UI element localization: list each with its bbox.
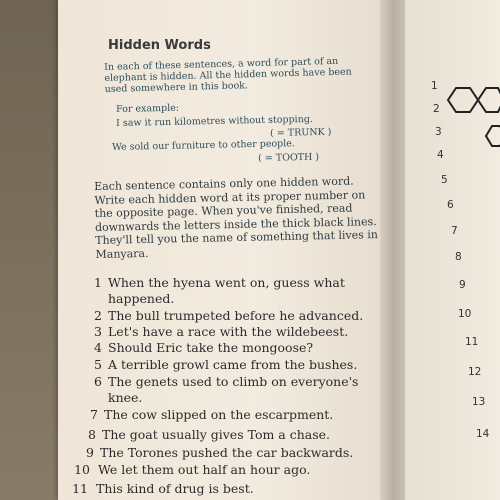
item-number: 6 [94, 374, 102, 389]
answer-number: 14 [476, 428, 490, 440]
item-number: 3 [94, 324, 102, 339]
answer-number: 7 [451, 225, 458, 237]
answer-number: 13 [472, 396, 486, 408]
answer-number: 9 [459, 279, 466, 291]
intro-paragraph: In each of these sentences, a word for part of an elephant is hidden. All the hidden words have been used somewhere in this book. [104, 55, 352, 95]
answer-number: 3 [435, 126, 442, 138]
hexagon-cell [478, 88, 500, 112]
item-number: 7 [90, 407, 98, 422]
answer-number: 1 [431, 80, 438, 92]
answer-number: 8 [455, 251, 462, 263]
item-number: 8 [88, 427, 96, 442]
instructions-paragraph: Each sentence contains only one hidden word. Write each hidden word at its proper number on the opposite page. When you've finished, read downwards the letters inside the thick black lines. They'll tell you the name of something that lives in Manyara. [94, 174, 379, 261]
example-heading: For example: [116, 102, 180, 115]
item-text: When the hyena went on, guess what [108, 275, 345, 290]
hexagon-grid-fragment [440, 70, 500, 170]
item-number: 1 [94, 275, 102, 290]
item-number: 5 [94, 357, 102, 372]
item-number: 11 [72, 481, 88, 496]
page-title: Hidden Words [108, 38, 211, 53]
item-text: A terrible growl came from the bushes. [108, 357, 358, 372]
example-answer-1: ( = TRUNK ) [270, 126, 332, 139]
example-sentence-1: I saw it run kilometres without stopping. [116, 113, 313, 129]
item-number: 2 [94, 308, 102, 323]
answer-number: 2 [433, 103, 440, 115]
answer-number: 6 [447, 199, 454, 211]
item-text: Let's have a race with the wildebeest. [108, 324, 349, 339]
item-text-continued: knee. [108, 390, 143, 405]
answer-number: 10 [458, 308, 472, 320]
hexagon-cell [448, 88, 478, 112]
item-number: 10 [74, 462, 90, 477]
example-sentence-2: We sold our furniture to other people. [112, 138, 295, 153]
item-text: The goat usually gives Tom a chase. [102, 427, 331, 442]
answer-number: 5 [441, 174, 448, 186]
answer-number: 4 [437, 149, 444, 161]
item-text: Should Eric take the mongoose? [108, 340, 314, 355]
item-text: This kind of drug is best. [96, 481, 254, 496]
item-text-continued: happened. [108, 291, 175, 306]
example-answer-2: ( = TOOTH ) [258, 151, 320, 164]
item-text: The Torones pushed the car backwards. [100, 445, 354, 460]
hexagon-cell [486, 126, 500, 146]
item-text: The genets used to climb on everyone's [108, 374, 359, 389]
item-text: The cow slipped on the escarpment. [104, 407, 334, 422]
item-number: 9 [86, 445, 94, 460]
item-text: We let them out half an hour ago. [98, 462, 311, 477]
item-number: 4 [94, 340, 102, 355]
answer-number: 11 [465, 336, 479, 348]
answer-number: 12 [468, 366, 482, 378]
item-text: The bull trumpeted before he advanced. [108, 308, 364, 323]
